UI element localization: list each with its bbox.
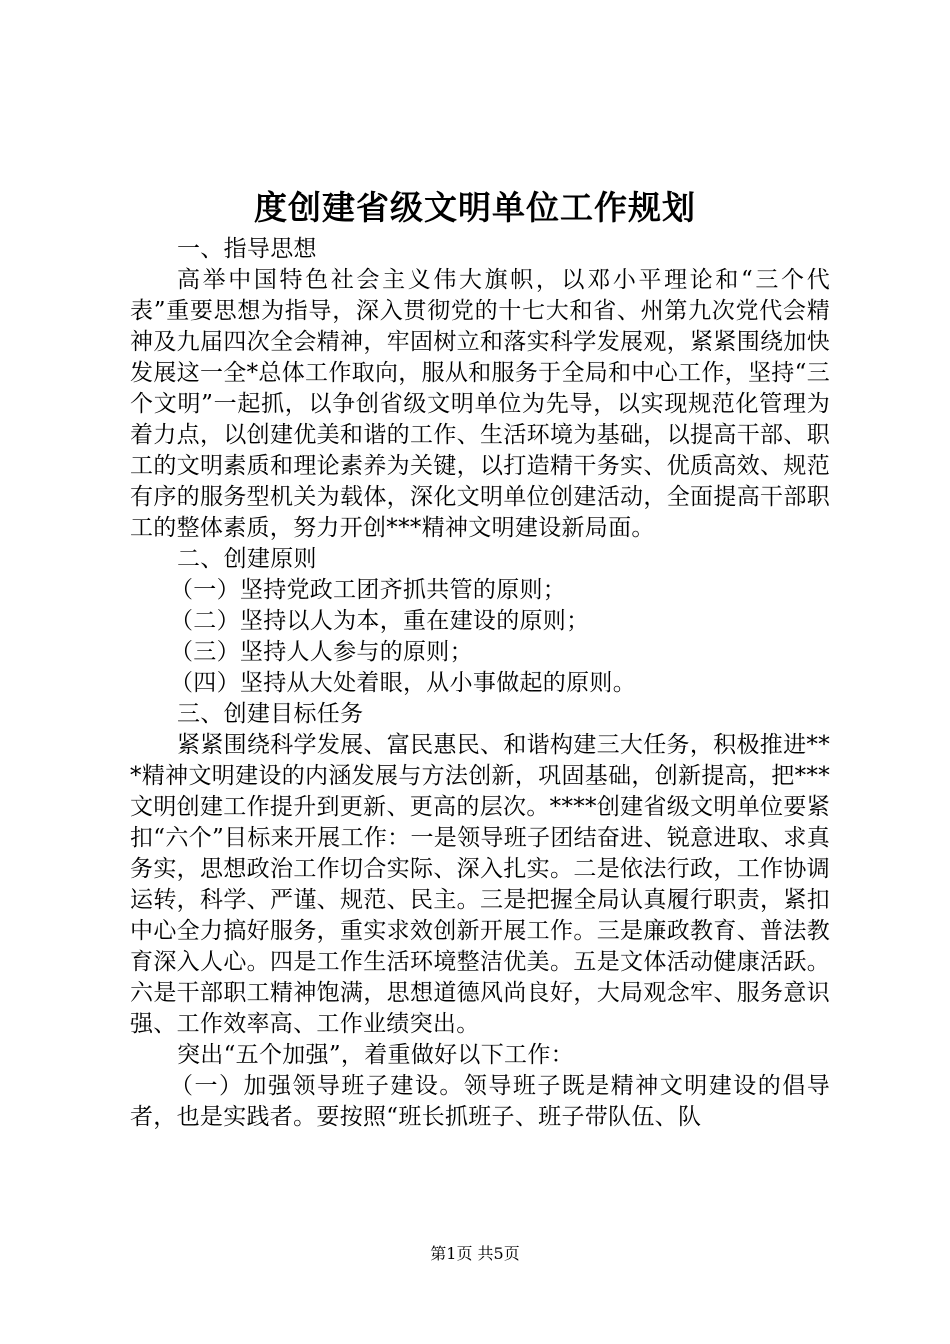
list-item: （二）坚持以人为本，重在建设的原则；: [170, 608, 590, 634]
page-footer: 第1页 共5页: [430, 1244, 520, 1263]
paragraph: （一）加强领导班子建设。领导班子既是精神文明建设的倡导者，也是实践者。要按照“班长抓班子、班子带队伍、队: [130, 1073, 830, 1130]
paragraph: 紧紧围绕科学发展、富民惠民、和谐构建三大任务，积极推进***精神文明建设的内涵发展与方法创新，巩固基础，创新提高，把***文明创建工作提升到更新、更高的层次。****创建省级文明单位要紧扣“六个”目标来开展工作：一是领导班子团结奋进、锐意进取、求真务实，思想政治工作切合实际、深入扎实。二是依法行政，工作协调运转，科学、严谨、规范、民主。三是把握全局认真履行职责，紧扣中心全力搞好服务，重实求效创新开展工作。三是廉政教育、普法教育深入人心。四是工作生活环境整洁优美。五是文体活动健康活跃。六是干部职工精神饱满，思想道德风尚良好，大局观念牢、服务意识强、工作效率高、工作业绩突出。: [130, 732, 830, 1037]
section-heading: 三、创建目标任务: [177, 701, 364, 727]
document-title: 度创建省级文明单位工作规划: [254, 188, 696, 227]
section-heading: 一、指导思想: [177, 236, 317, 262]
list-item: （一）坚持党政工团齐抓共管的原则；: [170, 577, 567, 603]
list-item: （三）坚持人人参与的原则；: [170, 639, 473, 665]
document-body: [130, 234, 830, 1133]
section-heading: 二、创建原则: [177, 546, 317, 572]
list-item: （四）坚持从大处着眼，从小事做起的原则。: [170, 670, 636, 696]
paragraph: 突出“五个加强”，着重做好以下工作：: [177, 1042, 574, 1068]
paragraph: 高举中国特色社会主义伟大旗帜，以邓小平理论和“三个代表”重要思想为指导，深入贯彻党的十七大和省、州第九次党代会精神及九届四次全会精神，牢固树立和落实科学发展观，紧紧围绕加快发展这一全*总体工作取向，服从和服务于全局和中心工作，坚持“三个文明”一起抓，以争创省级文明单位为先导，以实现规范化管理为着力点，以创建优美和谐的工作、生活环境为基础，以提高干部、职工的文明素质和理论素养为关键，以打造精干务实、优质高效、规范有序的服务型机关为载体，深化文明单位创建活动，全面提高干部职工的整体素质，努力开创***精神文明建设新局面。: [130, 267, 830, 541]
